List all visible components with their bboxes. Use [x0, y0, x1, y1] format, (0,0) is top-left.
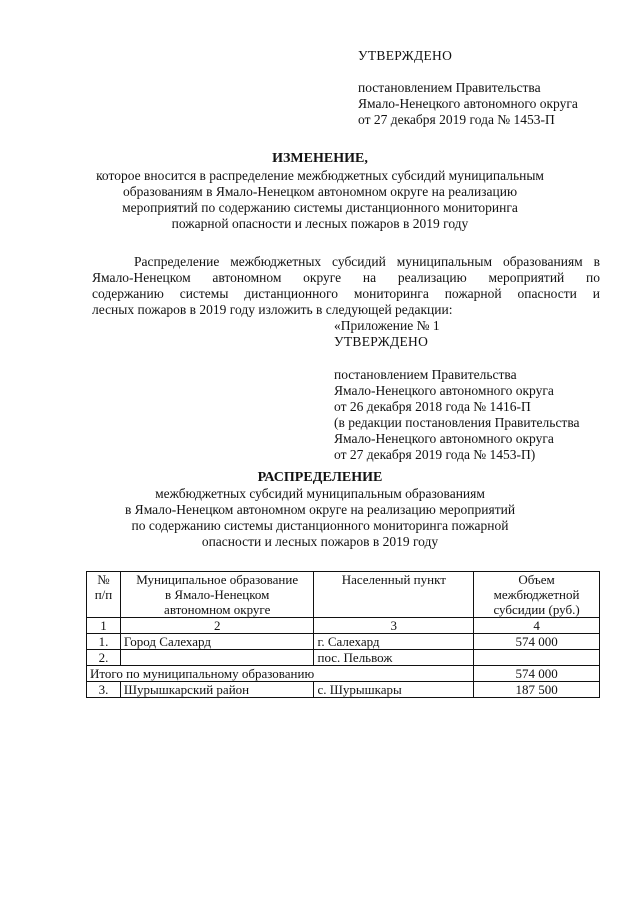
header-municipality-line: Муниципальное образование	[136, 572, 299, 587]
body-line: Ямало-Ненецком автономном округе на реализацию мероприятий по	[92, 270, 600, 285]
column-number: 1	[87, 618, 121, 634]
header-amount-line: межбюджетной	[493, 587, 580, 602]
row-num: 2.	[87, 650, 121, 666]
distribution-subtitle-line: по содержанию системы дистанционного мониторинга пожарной	[131, 518, 509, 533]
appendix-line: постановлением Правительства	[334, 367, 517, 382]
column-number: 3	[314, 618, 474, 634]
change-subtitle-line: мероприятий по содержанию системы дистанционного мониторинга	[122, 200, 518, 215]
header-num-line: п/п	[94, 587, 113, 602]
appendix-line: Ямало-Ненецкого автономного округа	[334, 383, 554, 398]
change-subtitle-line: которое вносится в распределение межбюджетных субсидий муниципальным	[96, 168, 544, 183]
table-row	[87, 650, 600, 666]
header-municipality-line: автономном округе	[164, 602, 271, 617]
body-line: содержанию системы дистанционного мониторинга пожарной опасности и	[92, 286, 600, 301]
header-settlement-line: Населенный пункт	[341, 572, 446, 587]
row-municipality	[120, 650, 314, 666]
table-row	[87, 682, 600, 698]
approval-line: постановлением Правительства	[358, 80, 541, 95]
distribution-table	[86, 571, 600, 698]
header-amount	[474, 572, 600, 618]
body-line: лесных пожаров в 2019 году изложить в следующей редакции:	[92, 302, 453, 317]
change-subtitle-line: образованиям в Ямало-Ненецком автономном округе на реализацию	[122, 184, 518, 199]
column-number-row	[87, 618, 600, 634]
appendix-line: от 26 декабря 2018 года № 1416-П	[334, 399, 531, 414]
row-num: 1.	[87, 634, 121, 650]
table-header-row	[87, 572, 600, 618]
subtotal-row	[87, 666, 600, 682]
header-amount-line: субсидии (руб.)	[493, 602, 580, 617]
header-municipality-line: в Ямало-Ненецком	[165, 587, 270, 602]
appendix-line: (в редакции постановления Правительства	[334, 415, 580, 430]
row-settlement: г. Салехард	[314, 634, 474, 650]
column-number: 2	[120, 618, 314, 634]
body-line: Распределение межбюджетных субсидий муниципальным образованиям в	[134, 254, 600, 269]
row-amount	[474, 650, 600, 666]
row-municipality: Город Салехард	[120, 634, 314, 650]
row-municipality: Шурышкарский район	[120, 682, 314, 698]
appendix-line: Ямало-Ненецкого автономного округа	[334, 431, 554, 446]
header-settlement	[314, 572, 474, 618]
row-num: 3.	[87, 682, 121, 698]
appendix-label: «Приложение № 1	[334, 318, 440, 333]
approval-stamp: УТВЕРЖДЕНО	[358, 48, 453, 63]
row-settlement: с. Шурышкары	[314, 682, 474, 698]
row-amount: 574 000	[474, 634, 600, 650]
distribution-title: РАСПРЕДЕЛЕНИЕ	[257, 470, 383, 485]
column-number: 4	[474, 618, 600, 634]
row-settlement: пос. Пельвож	[314, 650, 474, 666]
header-num-line: №	[97, 572, 110, 587]
distribution-subtitle-line: в Ямало-Ненецком автономном округе на реализацию мероприятий	[124, 502, 516, 517]
change-title: ИЗМЕНЕНИЕ,	[272, 151, 368, 166]
approval-line: от 27 декабря 2019 года № 1453-П	[358, 112, 555, 127]
approval-line: Ямало-Ненецкого автономного округа	[358, 96, 578, 111]
appendix-line: от 27 декабря 2019 года № 1453-П)	[334, 447, 536, 462]
header-num	[87, 572, 121, 618]
header-municipality	[120, 572, 314, 618]
subtotal-amount: 574 000	[474, 666, 600, 682]
header-amount-line: Объем	[518, 572, 555, 587]
subtotal-label: Итого по муниципальному образованию	[87, 666, 474, 682]
distribution-subtitle-line: межбюджетных субсидий муниципальным образованиям	[155, 486, 485, 501]
table-row	[87, 634, 600, 650]
row-amount: 187 500	[474, 682, 600, 698]
change-subtitle-line: пожарной опасности и лесных пожаров в 2019 году	[171, 216, 469, 231]
appendix-stamp: УТВЕРЖДЕНО	[334, 334, 429, 349]
distribution-subtitle-line: опасности и лесных пожаров в 2019 году	[201, 534, 439, 549]
